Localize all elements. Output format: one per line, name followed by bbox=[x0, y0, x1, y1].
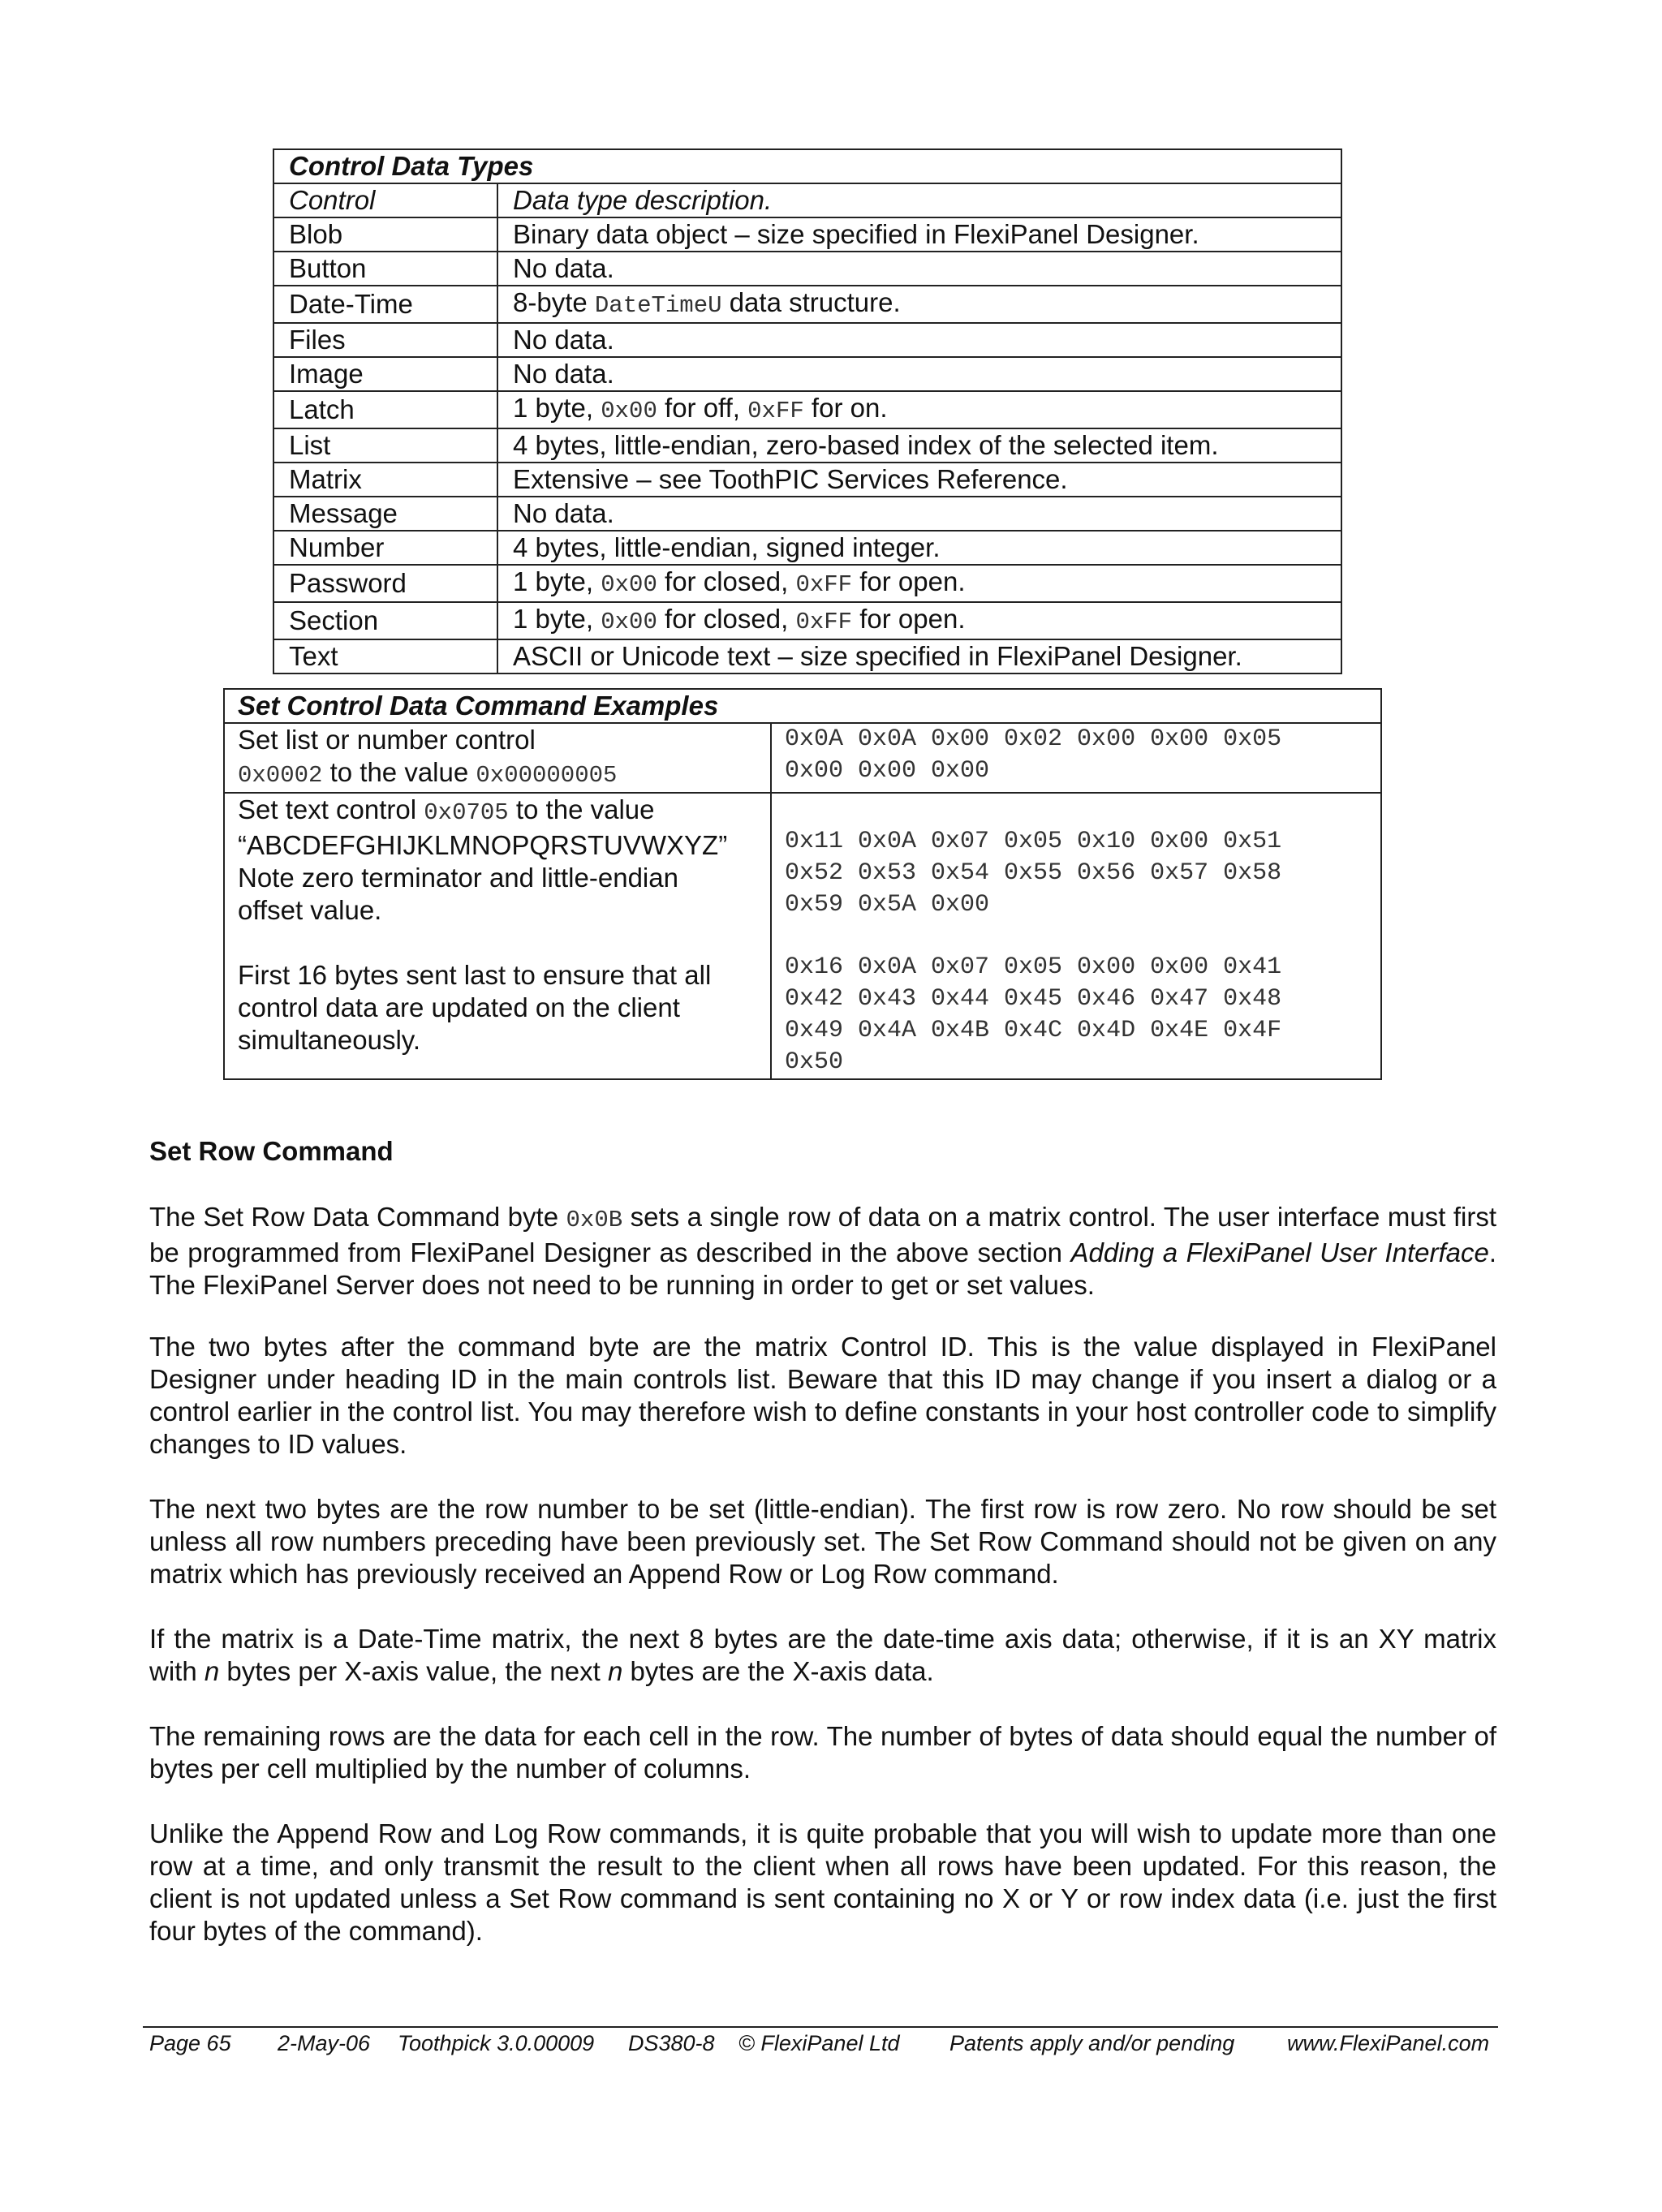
table-title: Control Data Types bbox=[273, 149, 1341, 183]
example-line: Set list or number control bbox=[238, 725, 536, 755]
table-row bbox=[273, 357, 1341, 391]
paragraph bbox=[149, 1818, 1496, 1947]
control-name-cell: Blob bbox=[273, 217, 497, 252]
table-row bbox=[273, 286, 1341, 323]
control-description-cell bbox=[497, 286, 1341, 323]
text-span: Binary data object – size specified in FlexiPanel Designer. bbox=[513, 219, 1199, 249]
text-span: for off, bbox=[657, 393, 748, 423]
byte-line: 0x49 0x4A 0x4B 0x4C 0x4D 0x4E 0x4F bbox=[785, 1017, 1282, 1044]
paragraph bbox=[149, 1331, 1496, 1461]
table-title-row bbox=[224, 689, 1381, 723]
control-description-cell bbox=[497, 565, 1341, 602]
section-heading: Set Row Command bbox=[149, 1136, 394, 1166]
text-span: No data. bbox=[513, 359, 614, 389]
table-row bbox=[273, 428, 1341, 463]
control-description-cell bbox=[497, 531, 1341, 565]
byte-line: 0x0A 0x0A 0x00 0x02 0x00 0x00 0x05 bbox=[785, 725, 1282, 753]
control-name-cell: List bbox=[273, 428, 497, 463]
text-span: for closed, bbox=[657, 566, 796, 596]
text-span: 8-byte bbox=[513, 287, 595, 317]
code-value: 0xFF bbox=[795, 609, 853, 635]
control-name-cell: Text bbox=[273, 639, 497, 673]
byte-line: 0x42 0x43 0x44 0x45 0x46 0x47 0x48 bbox=[785, 985, 1282, 1013]
text-span: The remaining rows are the data for each cell in the row. The number of bytes of data should equal the number of bytes per cell multiplied by the number of columns. bbox=[149, 1721, 1496, 1784]
control-description-cell bbox=[497, 497, 1341, 531]
code-value: 0x0002 bbox=[238, 762, 323, 789]
control-description-cell bbox=[497, 428, 1341, 463]
text-span: for open. bbox=[852, 604, 966, 634]
example-line bbox=[238, 756, 757, 792]
table-row bbox=[224, 793, 1381, 1079]
command-examples-table bbox=[223, 688, 1382, 1080]
emphasis-text: n bbox=[607, 1656, 623, 1686]
text-span: The next two bytes are the row number to be set (little-endian). The first row is row zero. No row should be set unless all row numbers preceding have been previously set. The Set Row Command should not be given on any matrix which has previously received an Append Row or Log Row command. bbox=[149, 1494, 1496, 1589]
text-span: Unlike the Append Row and Log Row commands, it is quite probable that you will wish to update more than one row at a time, and only transmit the result to the client when all rows have been updated. For this reason, the client is not updated unless a Set Row command is sent containing no X or Y or row index data (i.e. just the first four bytes of the command). bbox=[149, 1818, 1496, 1946]
control-name-cell: Files bbox=[273, 323, 497, 357]
text-span: 1 byte, bbox=[513, 566, 601, 596]
footer-copyright: © FlexiPanel Ltd bbox=[738, 2031, 900, 2055]
control-name-cell: Latch bbox=[273, 391, 497, 428]
control-name-cell: Matrix bbox=[273, 463, 497, 497]
text-span: to the value bbox=[508, 794, 655, 824]
control-data-types-table bbox=[273, 148, 1342, 674]
table-row bbox=[273, 639, 1341, 673]
text-span: The Set Row Data Command byte bbox=[149, 1202, 566, 1232]
table-row bbox=[273, 497, 1341, 531]
paragraph bbox=[149, 1201, 1496, 1302]
byte-line: 0x11 0x0A 0x07 0x05 0x10 0x00 0x51 bbox=[785, 828, 1282, 855]
table-row bbox=[273, 391, 1341, 428]
footer-divider bbox=[143, 2026, 1498, 2028]
control-name-cell: Button bbox=[273, 252, 497, 286]
table-row bbox=[273, 463, 1341, 497]
code-value: 0xFF bbox=[747, 398, 804, 424]
text-span: Extensive – see ToothPIC Services Reference. bbox=[513, 464, 1068, 494]
text-span: No data. bbox=[513, 253, 614, 283]
table-row bbox=[273, 531, 1341, 565]
code-value: 0xFF bbox=[795, 571, 853, 598]
text-span: bytes per X-axis value, the next bbox=[219, 1656, 608, 1686]
byte-line: 0x59 0x5A 0x00 bbox=[785, 891, 990, 919]
code-value: 0x00 bbox=[601, 571, 657, 598]
control-description-cell bbox=[497, 323, 1341, 357]
text-span: for on. bbox=[803, 393, 888, 423]
footer-patents: Patents apply and/or pending bbox=[949, 2031, 1235, 2055]
text-span: to the value bbox=[322, 757, 476, 787]
text-span: Set text control bbox=[238, 794, 424, 824]
code-value: 0x00000005 bbox=[476, 762, 618, 789]
code-value: 0x0705 bbox=[424, 799, 509, 826]
byte-line: 0x52 0x53 0x54 0x55 0x56 0x57 0x58 bbox=[785, 859, 1282, 887]
text-span: 4 bytes, little-endian, zero-based index of the selected item. bbox=[513, 430, 1219, 460]
paragraph bbox=[149, 1623, 1496, 1688]
code-value: DateTimeU bbox=[594, 292, 722, 319]
emphasis-text: n bbox=[204, 1656, 220, 1686]
control-description-cell bbox=[497, 639, 1341, 673]
footer-product: Toothpick 3.0.00009 bbox=[398, 2031, 595, 2055]
example-bytes bbox=[771, 793, 1381, 1079]
code-value: 0x0B bbox=[566, 1207, 623, 1233]
control-description-cell bbox=[497, 391, 1341, 428]
control-description-cell bbox=[497, 357, 1341, 391]
control-name-cell: Password bbox=[273, 565, 497, 602]
emphasis-text: Adding a FlexiPanel User Interface bbox=[1070, 1237, 1489, 1267]
control-name-cell: Number bbox=[273, 531, 497, 565]
footer-doc: DS380-8 bbox=[628, 2031, 715, 2055]
text-span: No data. bbox=[513, 498, 614, 528]
footer-website: www.FlexiPanel.com bbox=[1287, 2031, 1490, 2055]
table-row bbox=[224, 723, 1381, 793]
example-line: offset value. bbox=[238, 895, 382, 925]
control-name-cell: Section bbox=[273, 602, 497, 639]
text-span: The two bytes after the command byte are the matrix Control ID. This is the value displayed in FlexiPanel Designer under heading ID in the main controls list. Beware that this ID may change if you insert a dialog or a control earlier in the control list. You may therefore wish to define constants in your host controller code to simplify changes to ID values. bbox=[149, 1332, 1496, 1459]
text-span: data structure. bbox=[721, 287, 901, 317]
example-line bbox=[238, 794, 757, 829]
table-row bbox=[273, 602, 1341, 639]
paragraph bbox=[149, 1720, 1496, 1785]
control-description-cell bbox=[497, 252, 1341, 286]
control-name-cell: Image bbox=[273, 357, 497, 391]
example-description bbox=[224, 793, 771, 1079]
byte-line: 0x50 bbox=[785, 1048, 844, 1076]
text-span: No data. bbox=[513, 325, 614, 355]
byte-line: 0x00 0x00 0x00 bbox=[785, 757, 990, 785]
control-name-cell: Date-Time bbox=[273, 286, 497, 323]
table-row bbox=[273, 323, 1341, 357]
text-span: 1 byte, bbox=[513, 393, 601, 423]
example-line: First 16 bytes sent last to ensure that all bbox=[238, 960, 712, 990]
control-description-cell bbox=[497, 463, 1341, 497]
text-span: If the matrix is a Date-Time matrix, the next 8 bytes are the date-time axis data; otherwise, if it is an XY matrix with bbox=[149, 1624, 1496, 1686]
example-line: control data are updated on the client bbox=[238, 992, 680, 1022]
example-line: simultaneously. bbox=[238, 1025, 420, 1055]
table-row bbox=[273, 565, 1341, 602]
control-description-cell bbox=[497, 217, 1341, 252]
text-span: ASCII or Unicode text – size specified in FlexiPanel Designer. bbox=[513, 641, 1242, 671]
column-header-control: Control bbox=[273, 183, 497, 217]
text-span: for closed, bbox=[657, 604, 796, 634]
code-value: 0x00 bbox=[601, 398, 657, 424]
control-name-cell: Message bbox=[273, 497, 497, 531]
example-bytes bbox=[771, 723, 1381, 793]
text-span: for open. bbox=[852, 566, 966, 596]
column-header-description: Data type description. bbox=[497, 183, 1341, 217]
byte-line: 0x16 0x0A 0x07 0x05 0x00 0x00 0x41 bbox=[785, 953, 1282, 981]
footer-date: 2-May-06 bbox=[278, 2031, 371, 2055]
example-line: “ABCDEFGHIJKLMNOPQRSTUVWXYZ” bbox=[238, 830, 728, 860]
paragraph bbox=[149, 1493, 1496, 1590]
example-line: Note zero terminator and little-endian bbox=[238, 863, 678, 893]
code-value: 0x00 bbox=[601, 609, 657, 635]
table-title-row bbox=[273, 149, 1341, 183]
control-description-cell bbox=[497, 602, 1341, 639]
text-span: 4 bytes, little-endian, signed integer. bbox=[513, 532, 941, 562]
footer-page: Page 65 bbox=[149, 2031, 231, 2055]
table-row bbox=[273, 217, 1341, 252]
table-row bbox=[273, 252, 1341, 286]
text-span: 1 byte, bbox=[513, 604, 601, 634]
text-span: bytes are the X-axis data. bbox=[622, 1656, 934, 1686]
example-description bbox=[224, 723, 771, 793]
text-span: sets a single row of data on a matrix control. The user interface must first be programmed from FlexiPanel Designer as described in the above section bbox=[149, 1202, 1496, 1267]
table-title: Set Control Data Command Examples bbox=[224, 689, 1381, 723]
text-span: . The FlexiPanel Server does not need to be running in order to get or set values. bbox=[149, 1237, 1496, 1300]
table-header-row bbox=[273, 183, 1341, 217]
